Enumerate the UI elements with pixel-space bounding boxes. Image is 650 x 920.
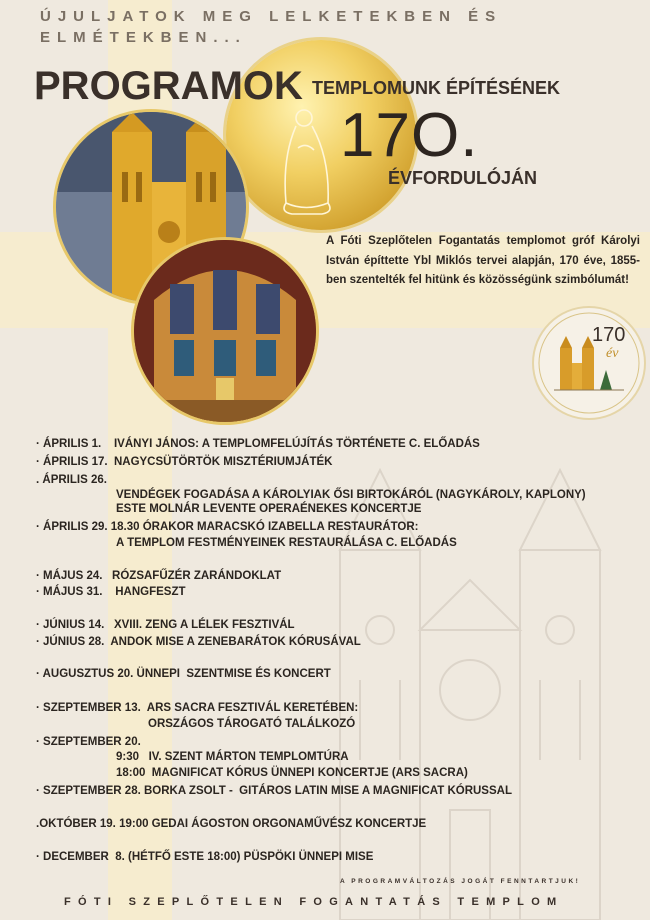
event-line: VENDÉGEK FOGADÁSA A KÁROLYIAK ŐSI BIRTOKÁRÓL (NAGYKÁROLY, KAPLONY) bbox=[116, 489, 586, 501]
event-line: · ÁPRILIS 29. 18.30 ÓRAKOR MARACSKÓ IZABELLA RESTAURÁTOR: bbox=[36, 521, 419, 533]
event-line: 9:30 IV. SZENT MÁRTON TEMPLOMTÚRA bbox=[116, 751, 349, 763]
event-line: · JÚNIUS 14. XVIII. ZENG A LÉLEK FESZTIVÁL bbox=[36, 619, 295, 631]
event-line: · SZEPTEMBER 28. BORKA ZSOLT - GITÁROS LATIN MISE A MAGNIFICAT KÓRUSSAL bbox=[36, 785, 512, 797]
event-line: ESTE MOLNÁR LEVENTE OPERAÉNEKES KONCERTJE bbox=[116, 503, 422, 515]
footer-church-name: FÓTI SZEPLŐTELEN FOGANTATÁS TEMPLOM bbox=[64, 896, 564, 908]
event-line: · DECEMBER 8. (HÉTFŐ ESTE 18:00) PÜSPÖKI ÜNNEPI MISE bbox=[36, 851, 374, 863]
logo-subtext: év bbox=[606, 346, 619, 361]
event-line: · MÁJUS 31. HANGFESZT bbox=[36, 586, 186, 598]
event-line: · ÁPRILIS 17. NAGYCSÜTÖRTÖK MISZTÉRIUMJÁTÉK bbox=[36, 456, 333, 468]
motto-heading: ÚJULJATOK MEG LELKETEKBEN ÉS ELMÉTEKBEN... bbox=[40, 8, 503, 46]
event-line: · AUGUSZTUS 20. ÜNNEPI SZENTMISE ÉS KONCERT bbox=[36, 668, 331, 680]
page-title: PROGRAMOK bbox=[34, 64, 303, 108]
event-line: A TEMPLOM FESTMÉNYEINEK RESTAURÁLÁSA C. ELŐADÁS bbox=[116, 537, 457, 549]
anniversary-line-1: TEMPLOMUNK ÉPÍTÉSÉNEK bbox=[312, 78, 561, 98]
event-line: · MÁJUS 24. RÓZSAFŰZÉR ZARÁNDOKLAT bbox=[36, 570, 282, 582]
logo-number: 170 bbox=[592, 324, 626, 346]
event-line: .OKTÓBER 19. 19:00 GEDAI ÁGOSTON ORGONAMŰVÉSZ KONCERTJE bbox=[36, 818, 427, 830]
church-interior-photo bbox=[134, 240, 316, 422]
event-line: · ÁPRILIS 1. IVÁNYI JÁNOS: A TEMPLOMFELÚJÍTÁS TÖRTÉNETE C. ELŐADÁS bbox=[36, 438, 480, 450]
event-line: 18:00 MAGNIFICAT KÓRUS ÜNNEPI KONCERTJE (ARS SACRA) bbox=[116, 767, 468, 779]
event-line: ORSZÁGOS TÁROGATÓ TALÁLKOZÓ bbox=[148, 718, 356, 730]
event-line: · SZEPTEMBER 13. ARS SACRA FESZTIVÁL KERETÉBEN: bbox=[36, 702, 359, 714]
event-line: · JÚNIUS 28. ANDOK MISE A ZENEBARÁTOK KÓRUSÁVAL bbox=[36, 636, 361, 648]
madonna-outline-illustration bbox=[272, 108, 342, 218]
anniversary-logo bbox=[534, 308, 644, 418]
event-line: . ÁPRILIS 26. bbox=[36, 474, 107, 486]
anniversary-number: 17O. bbox=[340, 101, 479, 170]
anniversary-line-2: ÉVFORDULÓJÁN bbox=[388, 168, 538, 188]
event-line: · SZEPTEMBER 20. bbox=[36, 736, 141, 748]
intro-paragraph: A Fóti Szeplőtelen Fogantatás templomot gróf Károlyi István építtette Ybl Miklós tervei alapján, 170 éve, 1855-ben szentelték fel hitünk és közösségünk szimbólumát! bbox=[326, 235, 640, 286]
change-notice: A PROGRAMVÁLTOZÁS JOGÁT FENNTARTJUK! bbox=[340, 878, 581, 885]
